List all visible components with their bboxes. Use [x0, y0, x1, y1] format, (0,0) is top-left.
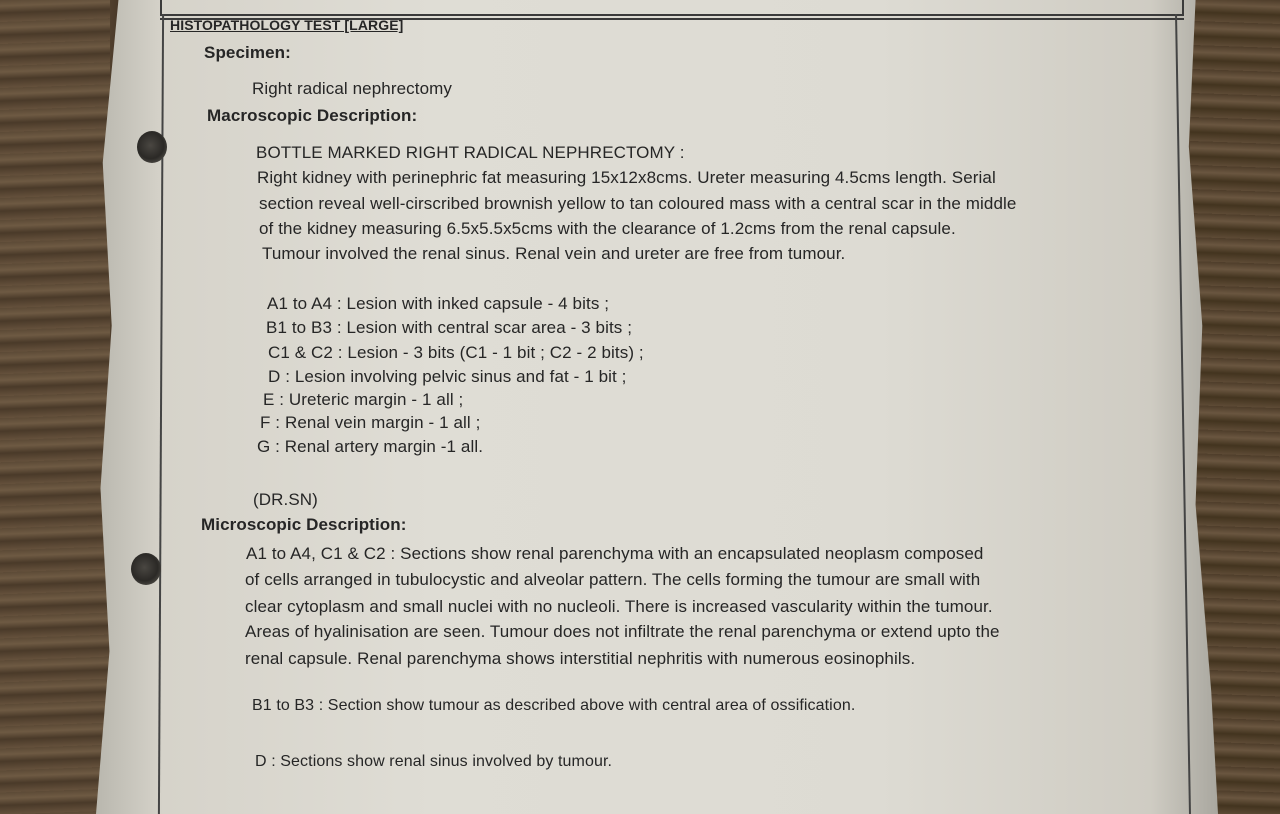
block-a: A1 to A4 : Lesion with inked capsule - 4 bits ; — [267, 294, 610, 313]
micro-line-1: A1 to A4, C1 & C2 : Sections show renal parenchyma with an encapsulated neoplasm composed — [246, 544, 984, 563]
specimen-label: Specimen: — [204, 43, 291, 62]
doctor-initials: (DR.SN) — [253, 490, 318, 509]
block-c: C1 & C2 : Lesion - 3 bits (C1 - 1 bit ; C2 - 2 bits) ; — [268, 343, 644, 362]
specimen-value: Right radical nephrectomy — [252, 79, 452, 98]
micro-line-5: renal capsule. Renal parenchyma shows interstitial nephritis with numerous eosinophils. — [245, 649, 916, 668]
block-d: D : Lesion involving pelvic sinus and fat - 1 bit ; — [268, 367, 627, 386]
micro-d-section: D : Sections show renal sinus involved by tumour. — [255, 753, 613, 770]
block-g: G : Renal artery margin -1 all. — [257, 437, 484, 456]
macro-line-2: section reveal well-cirscribed brownish yellow to tan coloured mass with a central scar in the middle — [259, 194, 1017, 213]
block-e: E : Ureteric margin - 1 all ; — [263, 390, 464, 409]
bottle-line: BOTTLE MARKED RIGHT RADICAL NEPHRECTOMY : — [256, 143, 685, 162]
micro-b-section: B1 to B3 : Section show tumour as described above with central area of ossification. — [252, 697, 856, 714]
macro-line-4: Tumour involved the renal sinus. Renal vein and ureter are free from tumour. — [262, 244, 846, 263]
block-f: F : Renal vein margin - 1 all ; — [260, 413, 481, 432]
test-title: HISTOPATHOLOGY TEST [LARGE] — [170, 17, 404, 33]
macro-line-1: Right kidney with perinephric fat measuring 15x12x8cms. Ureter measuring 4.5cms length. Serial — [257, 168, 996, 187]
micro-line-3: clear cytoplasm and small nuclei with no nucleoli. There is increased vascularity within the tumour. — [245, 597, 993, 616]
micro-line-2: of cells arranged in tubulocystic and alveolar pattern. The cells forming the tumour are small with — [245, 570, 981, 589]
microscopic-label: Microscopic Description: — [201, 515, 407, 534]
macroscopic-label: Macroscopic Description: — [207, 106, 418, 125]
macro-line-3: of the kidney measuring 6.5x5.5x5cms with the clearance of 1.2cms from the renal capsule. — [259, 219, 956, 238]
micro-line-4: Areas of hyalinisation are seen. Tumour does not infiltrate the renal parenchyma or extend upto the — [245, 622, 1000, 641]
block-b: B1 to B3 : Lesion with central scar area - 3 bits ; — [266, 318, 633, 337]
